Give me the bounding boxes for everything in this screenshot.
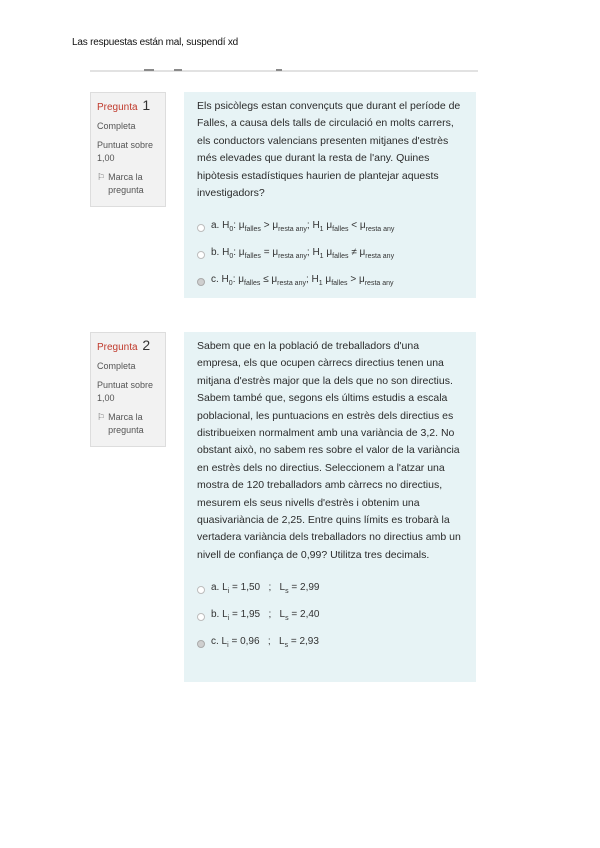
radio-button-selected[interactable] <box>197 640 205 648</box>
flag-icon: ⚐ <box>97 172 106 182</box>
answer-option[interactable] <box>197 241 464 268</box>
radio-button-selected[interactable] <box>197 278 205 286</box>
flag-question-button[interactable]: ⚐ Marca la pregunta <box>97 412 144 435</box>
answer-label: a. $L_i = 1,50$ ; $L_s = 2,99$ <box>211 582 320 596</box>
radio-button[interactable] <box>197 224 205 232</box>
top-divider <box>90 70 478 78</box>
answer-option[interactable] <box>197 576 464 603</box>
question-1-content <box>184 92 476 298</box>
question-text: Els psicòlegs estan convençuts que durant el període de Falles, a causa dels talls de circulació en molts carrers, els conductors valencians presenten mitjanes d'estrès més elevades que durant la resta de l'any. Quines hipòtesis estadístiques haurien de plantejar aquests investigadors? <box>197 100 461 200</box>
answer-label: b. $L_i = 1,95$ ; $L_s = 2,40$ <box>211 609 320 623</box>
answer-label: b. $H_0$: $\mu_{falles} = \mu_{resta any}$; $H_1$ $\mu_{falles} \ne \mu_{resta any}$ <box>211 247 395 261</box>
answer-option[interactable] <box>197 630 464 657</box>
question-number: Pregunta 2 <box>97 337 151 353</box>
radio-button[interactable] <box>197 586 205 594</box>
question-2-content <box>184 332 476 682</box>
question-state: Completa <box>97 121 136 131</box>
question-grade: Puntuat sobre 1,00 <box>97 380 154 403</box>
question-grade: Puntuat sobre 1,00 <box>97 140 154 163</box>
answer-label: a. $H_0$: $\mu_{falles} > \mu_{resta any}$; $H_1$ $\mu_{falles} < \mu_{resta any}$ <box>211 220 395 234</box>
question-1-info <box>90 92 166 207</box>
answer-list <box>197 576 464 657</box>
radio-button[interactable] <box>197 613 205 621</box>
flag-question-button[interactable]: ⚐ Marca la pregunta <box>97 172 144 195</box>
question-text: Sabem que en la població de treballadors d'una empresa, els que ocupen càrrecs directius tenen una mitjana d'estrès major que la dels que no son directius. Sabem també que, segons els últims estudis a escala poblacional, les puntuacions en estrès dels directius es distribueixen normalment amb una variància de 3,2. No obstant això, no sabem res sobre el valor de la variància en estrès dels no directius. Seleccionem a l'atzar una mostra de 120 treballadors amb càrrecs no directius, mesurem els seus nivells d'estrès i obtenim una quasivariància de 2,25. Entre quins límits es trobarà la vertadera variància dels treballadors no directius amb un nivell de confiança de 0,99? Utilitza tres decimals. <box>197 340 461 561</box>
flag-icon: ⚐ <box>97 412 106 422</box>
question-number: Pregunta 1 <box>97 97 151 113</box>
answer-label: c. $H_0$: $\mu_{falles} \le \mu_{resta any}$; $H_1$ $\mu_{falles} > \mu_{resta any}$ <box>211 274 394 288</box>
answer-label: c. $L_i = 0,96$ ; $L_s = 2,93$ <box>211 636 319 650</box>
answer-option[interactable] <box>197 603 464 630</box>
question-2-info <box>90 332 166 447</box>
header-note: Las respuestas están mal, suspendí xd <box>72 37 239 48</box>
answer-option[interactable] <box>197 268 464 295</box>
radio-button[interactable] <box>197 251 205 259</box>
answer-option[interactable] <box>197 214 464 241</box>
answer-list <box>197 214 464 295</box>
question-state: Completa <box>97 361 136 371</box>
